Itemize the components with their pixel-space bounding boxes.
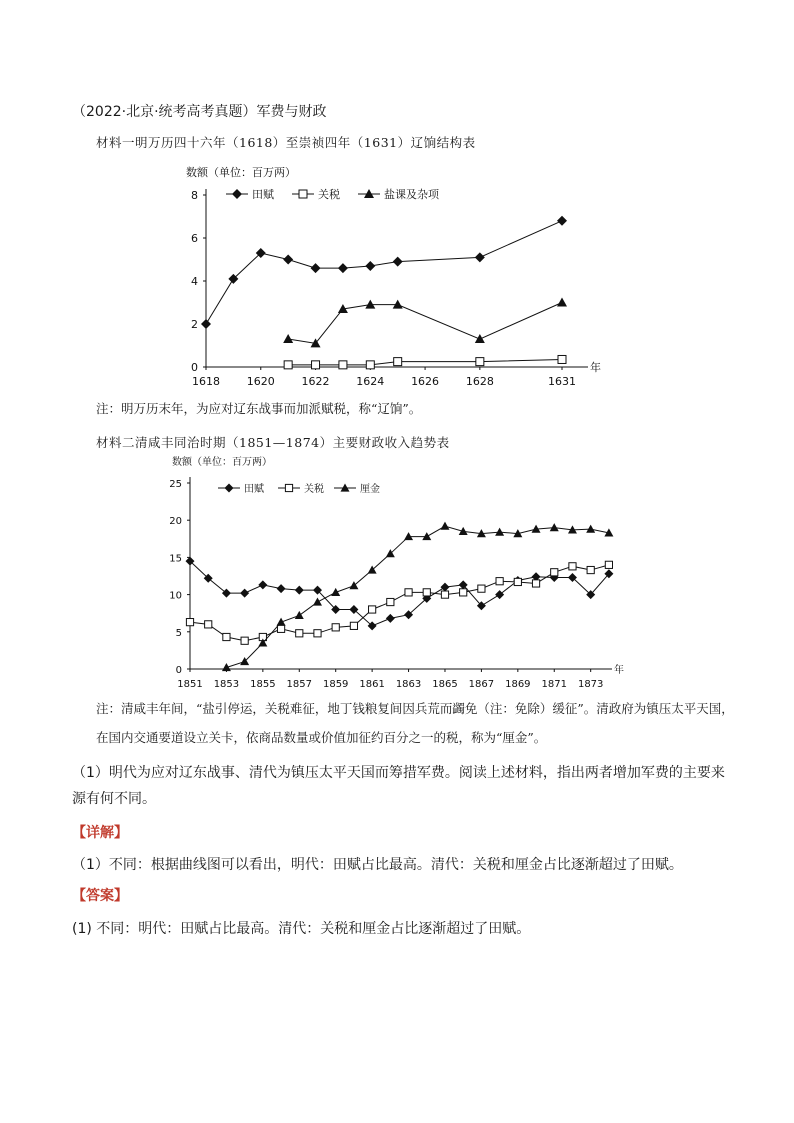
x-tick-label: 1861 xyxy=(359,679,385,690)
y-tick-label: 0 xyxy=(175,665,182,676)
data-point xyxy=(478,585,485,592)
data-point xyxy=(405,589,412,596)
data-point xyxy=(440,583,449,592)
data-point xyxy=(365,261,375,271)
data-point xyxy=(532,580,539,587)
data-point xyxy=(551,569,558,576)
x-tick-label: 1631 xyxy=(548,375,576,388)
data-point xyxy=(338,263,348,273)
data-point xyxy=(339,361,347,369)
data-point xyxy=(295,611,304,619)
x-tick-label: 1859 xyxy=(322,679,349,690)
y-tick-label: 6 xyxy=(191,232,198,245)
x-tick-label: 1851 xyxy=(177,679,203,690)
legend-label: 关税 xyxy=(304,484,324,495)
legend-label: 田赋 xyxy=(252,188,274,201)
data-point xyxy=(241,637,248,644)
x-tick-label: 1622 xyxy=(301,375,330,388)
data-point xyxy=(366,361,374,369)
x-axis-label: 年 xyxy=(590,361,601,374)
y-tick-label: 8 xyxy=(191,189,198,202)
series-line xyxy=(288,303,562,344)
x-tick-label: 1620 xyxy=(246,375,275,388)
data-point xyxy=(394,358,402,366)
x-axis-label: 年 xyxy=(614,665,624,676)
detail-tag: 【详解】 xyxy=(72,825,128,841)
legend-label: 厘金 xyxy=(360,484,380,495)
x-tick-label: 1869 xyxy=(505,679,531,690)
chart-qing-revenue xyxy=(160,450,640,690)
series-line xyxy=(288,359,562,364)
legend-marker xyxy=(285,484,292,491)
x-tick-label: 1853 xyxy=(213,679,240,690)
y-axis-label: 数额（单位：百万两） xyxy=(186,166,296,179)
x-tick-label: 1871 xyxy=(541,679,567,690)
chart-liaoxiang xyxy=(176,152,616,392)
data-point xyxy=(441,591,448,598)
legend-label: 田赋 xyxy=(244,484,264,495)
y-tick-label: 0 xyxy=(191,361,198,374)
material1-note: 注：明万历末年，为应对辽东战事而加派赋税，称“辽饷”。 xyxy=(96,401,422,416)
legend-marker xyxy=(232,189,242,199)
legend-label: 盐课及杂项 xyxy=(384,188,439,201)
question-1-text: （1）明代为应对辽东战事、清代为镇压太平天国而筹措军费。阅读上述材料，指出两者增加军费的主要来源有何不同。 xyxy=(72,765,725,807)
data-point xyxy=(587,566,594,573)
data-point xyxy=(460,589,467,596)
detail-text: （1）不同：根据曲线图可以看出，明代：田赋占比最高。清代：关税和厘金占比逐渐超过了田赋。 xyxy=(72,857,683,873)
x-tick-label: 1618 xyxy=(192,375,220,388)
data-point xyxy=(423,589,430,596)
data-point xyxy=(222,663,231,671)
x-tick-label: 1624 xyxy=(356,375,385,388)
data-point xyxy=(496,578,503,585)
data-point xyxy=(557,298,567,307)
y-tick-label: 25 xyxy=(169,479,182,490)
data-point xyxy=(311,263,321,273)
data-point xyxy=(223,633,230,640)
material2-title: 材料二清咸丰同治时期（1851—1874）主要财政收入趋势表 xyxy=(96,435,450,450)
data-point xyxy=(387,598,394,605)
material1-title: 材料一明万历四十六年（1618）至崇祯四年（1631）辽饷结构表 xyxy=(96,135,476,150)
data-point xyxy=(277,618,286,626)
legend-marker xyxy=(299,190,307,198)
x-tick-label: 1857 xyxy=(286,679,313,690)
y-tick-label: 2 xyxy=(191,318,198,331)
data-point xyxy=(476,358,484,366)
data-point xyxy=(475,334,485,343)
data-point xyxy=(393,257,403,267)
x-tick-label: 1873 xyxy=(577,679,604,690)
data-point xyxy=(277,625,284,632)
data-point xyxy=(258,580,267,589)
data-point xyxy=(283,255,293,265)
y-axis-label: 数额（单位：百万两） xyxy=(172,457,272,468)
data-point xyxy=(314,630,321,637)
data-point xyxy=(558,355,566,363)
data-point xyxy=(284,361,292,369)
data-point xyxy=(332,624,339,631)
answer-tag: 【答案】 xyxy=(72,888,128,904)
data-point xyxy=(201,319,211,329)
data-point xyxy=(205,621,212,628)
data-point xyxy=(186,619,193,626)
data-point xyxy=(312,361,320,369)
y-tick-label: 20 xyxy=(169,516,182,528)
data-point xyxy=(295,586,304,595)
series-line xyxy=(190,561,609,626)
data-point xyxy=(440,522,449,530)
y-tick-label: 4 xyxy=(191,275,198,288)
x-tick-label: 1626 xyxy=(411,375,440,388)
question-source-title: （2022·北京·统考高考真题）军费与财政 xyxy=(72,104,327,120)
data-point xyxy=(550,523,559,531)
data-point xyxy=(557,216,567,226)
legend-marker xyxy=(225,484,234,493)
series-line xyxy=(190,565,609,641)
material2-note: 注：清咸丰年间，“盐引停运，关税难征，地丁钱粮复间因兵荒而蠲免（注：免除）缓征”。清政府为镇压太平天国，在国内交通要道设立关卡，依商品数量或价值加征约百分之一的税，称为“厘金”。 xyxy=(96,701,734,745)
series-line xyxy=(206,221,562,324)
legend-label: 关税 xyxy=(318,188,340,201)
data-point xyxy=(350,622,357,629)
data-point xyxy=(514,578,521,585)
y-tick-label: 5 xyxy=(175,627,182,639)
data-point xyxy=(475,252,485,262)
data-point xyxy=(277,584,286,593)
data-point xyxy=(331,588,340,596)
data-point xyxy=(495,590,504,599)
data-point xyxy=(569,563,576,570)
series-line xyxy=(226,526,608,667)
data-point xyxy=(283,334,293,343)
data-point xyxy=(605,561,612,568)
data-point xyxy=(386,614,395,623)
y-tick-label: 15 xyxy=(169,553,182,565)
x-tick-label: 1865 xyxy=(432,679,458,690)
data-point xyxy=(296,630,303,637)
x-tick-label: 1855 xyxy=(250,679,276,690)
data-point xyxy=(313,598,322,606)
x-tick-label: 1867 xyxy=(468,679,495,690)
x-tick-label: 1628 xyxy=(465,375,494,388)
data-point xyxy=(369,606,376,613)
data-point xyxy=(240,589,249,598)
y-tick-label: 10 xyxy=(169,590,182,602)
x-tick-label: 1863 xyxy=(395,679,422,690)
data-point xyxy=(586,525,595,533)
answer-text: (1) 不同：明代：田赋占比最高。清代：关税和厘金占比逐渐超过了田赋。 xyxy=(72,921,531,937)
data-point xyxy=(495,528,504,536)
